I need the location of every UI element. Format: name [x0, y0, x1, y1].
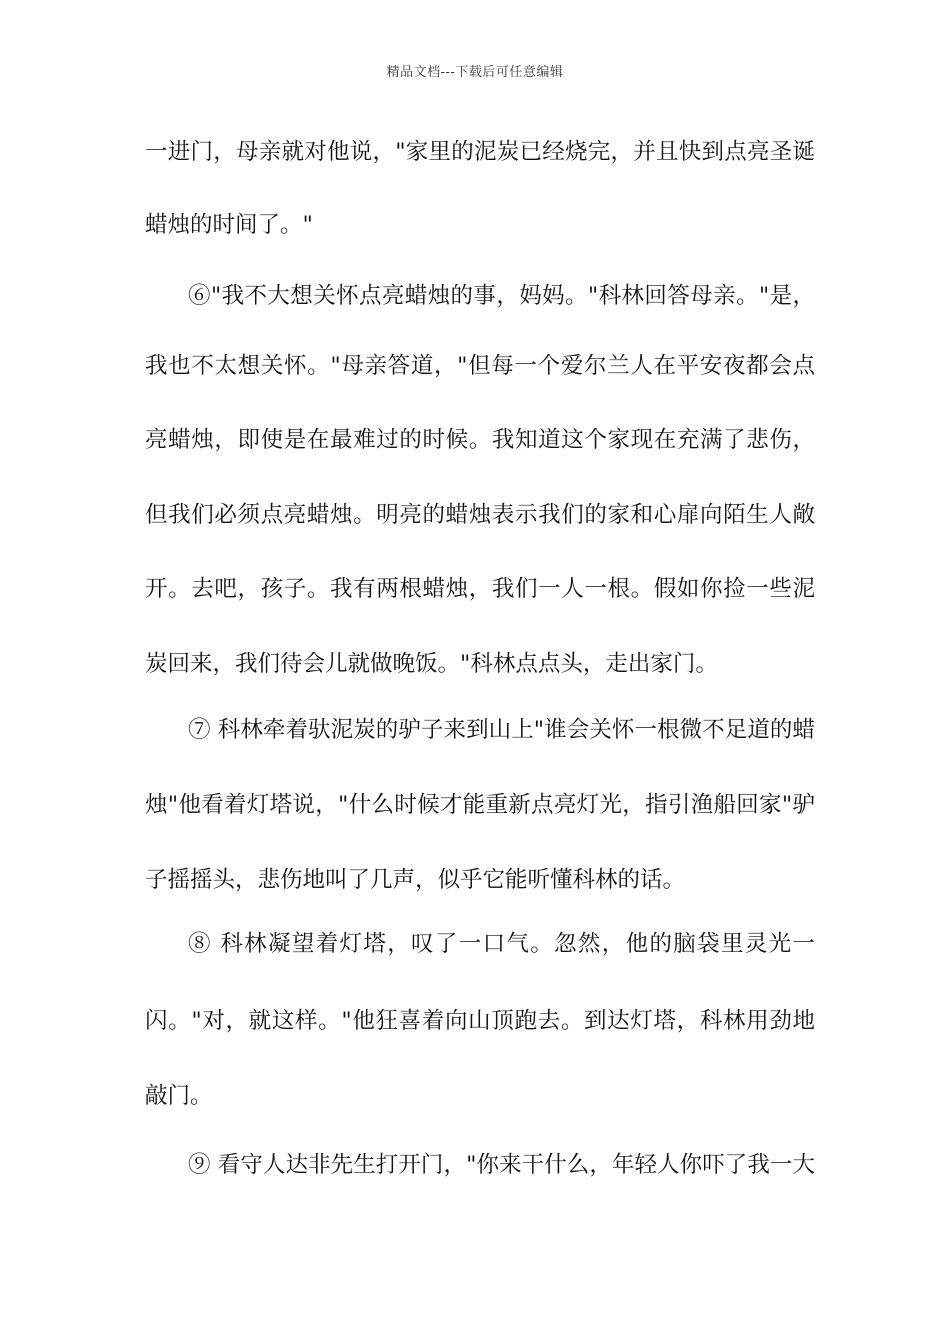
text-line: 炭回来，我们待会儿就做晚饭。"科林点点头，走出家门。 — [145, 651, 718, 677]
text-line: 开。去吧，孩子。我有两根蜡烛，我们一人一根。假如你捡一些泥 — [145, 576, 815, 602]
text-line: 蜡烛的时间了。" — [145, 212, 313, 238]
text-line: 一进门，母亲就对他说，"家里的泥炭已经烧完，并且快到点亮圣诞 — [145, 139, 815, 165]
text-line: 我也不太想关怀。"母亲答道，"但每一个爱尔兰人在平安夜都会点 — [145, 353, 815, 379]
text-line: 敲门。 — [145, 1083, 213, 1109]
paragraph-7-start: ⑦ 科林牵着驮泥炭的驴子来到山上"谁会关怀一根微不足道的蜡 — [188, 717, 815, 743]
paragraph-9-start: ⑨ 看守人达非先生打开门，"你来干什么，年轻人你吓了我一大 — [188, 1152, 815, 1178]
paragraph-8-start: ⑧ 科林凝望着灯塔，叹了一口气。忽然，他的脑袋里灵光一 — [188, 931, 815, 957]
text-line: 闪。"对，就这样。"他狂喜着向山顶跑去。到达灯塔，科林用劲地 — [145, 1008, 815, 1034]
text-line: 但我们必须点亮蜡烛。明亮的蜡烛表示我们的家和心扉向陌生人敞 — [145, 502, 815, 528]
text-line: 子摇摇头，悲伤地叫了几声，似乎它能听懂科林的话。 — [145, 867, 686, 893]
text-line: 烛"他看着灯塔说，"什么时候才能重新点亮灯光，指引渔船回家"驴 — [145, 792, 815, 818]
paragraph-6-start: ⑥"我不大想关怀点亮蜡烛的事，妈妈。"科林回答母亲。"是， — [188, 283, 815, 309]
text-line: 亮蜡烛，即使是在最难过的时候。我知道这个家现在充满了悲伤， — [145, 427, 815, 453]
page-header: 精品文档---下载后可任意编辑 — [386, 65, 564, 80]
